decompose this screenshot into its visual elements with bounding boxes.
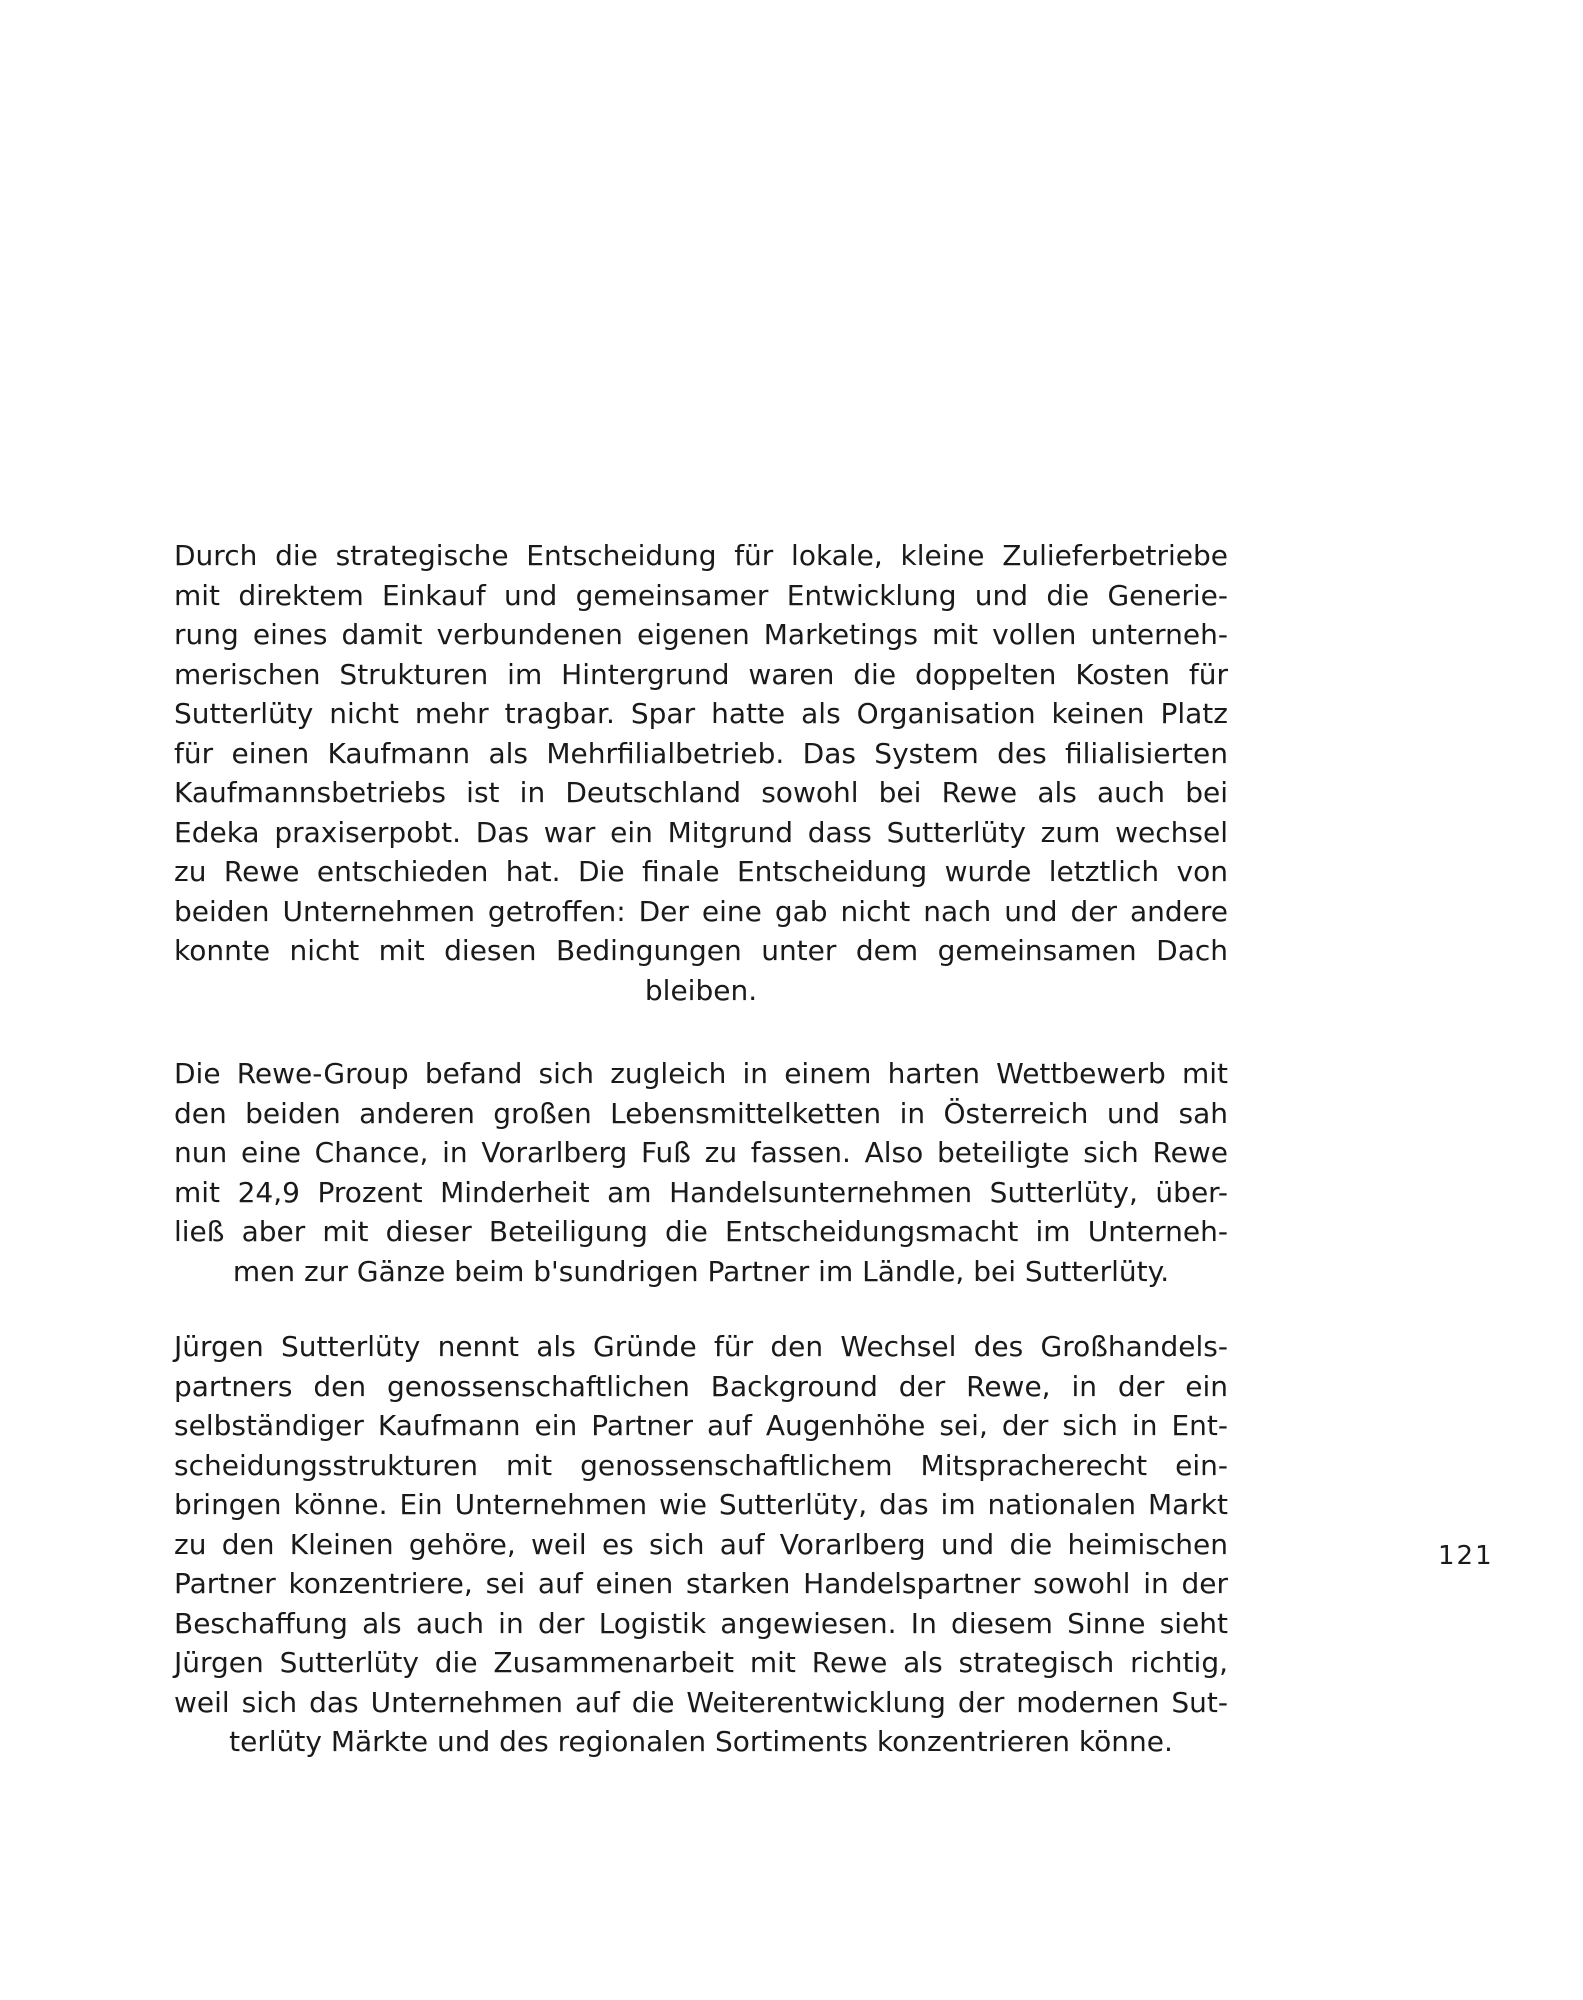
text-line: zu den Kleinen gehöre, weil es sich auf Vorarlberg und die heimischen	[174, 1527, 1228, 1561]
text-line: Sutterlüty nicht mehr tragbar. Spar hatte als Organisation keinen Platz	[174, 697, 1228, 730]
text-line: merischen Strukturen im Hintergrund waren die doppelten Kosten für	[174, 657, 1228, 691]
text-line-last: men zur Gänze beim b'sundrigen Partner im Ländle, bei Sutterlüty.	[232, 1254, 1170, 1288]
text-line: zu Rewe entschieden hat. Die finale Entscheidung wurde letztlich von	[174, 855, 1228, 888]
text-line: Beschaffung als auch in der Logistik angewiesen. In diesem Sinne sieht	[174, 1606, 1228, 1640]
text-line: weil sich das Unternehmen auf die Weiterentwicklung der modernen Sut-	[174, 1685, 1228, 1719]
text-line: beiden Unternehmen getroffen: Der eine gab nicht nach und der andere	[174, 894, 1228, 928]
paragraph-1	[174, 536, 1228, 1010]
text-line: konnte nicht mit diesen Bedingungen unter dem gemeinsamen Dach	[174, 934, 1228, 967]
paragraph-3	[174, 1327, 1228, 1762]
paragraph-2	[174, 1054, 1228, 1291]
text-line: nun eine Chance, in Vorarlberg Fuß zu fassen. Also beteiligte sich Rewe	[174, 1136, 1228, 1169]
text-line: für einen Kaufmann als Mehrfilialbetrieb. Das System des filialisierten	[174, 736, 1228, 770]
text-line: mit direktem Einkauf und gemeinsamer Entwicklung und die Generie-	[174, 578, 1228, 612]
text-line: Edeka praxiserpobt. Das war ein Mitgrund dass Sutterlüty zum wechsel	[174, 815, 1228, 849]
text-line: ließ aber mit dieser Beteiligung die Entscheidungsmacht im Unterneh-	[174, 1215, 1228, 1248]
text-line: Durch die strategische Entscheidung für lokale, kleine Zulieferbetriebe	[174, 539, 1228, 572]
text-line: partners den genossenschaftlichen Background der Rewe, in der ein	[174, 1369, 1228, 1403]
text-line: Jürgen Sutterlüty nennt als Gründe für den Wechsel des Großhandels-	[174, 1330, 1228, 1363]
text-line: den beiden anderen großen Lebensmittelketten in Österreich und sah	[174, 1096, 1228, 1130]
text-line: Jürgen Sutterlüty die Zusammenarbeit mit Rewe als strategisch richtig,	[174, 1646, 1228, 1679]
text-line: rung eines damit verbundenen eigenen Marketings mit vollen unterneh-	[174, 618, 1228, 651]
text-line-last: terlüty Märkte und des regionalen Sortiments konzentrieren könne.	[229, 1725, 1173, 1758]
text-line-last: bleiben.	[644, 973, 758, 1007]
text-line: Partner konzentriere, sei auf einen starken Handelspartner sowohl in der	[174, 1567, 1228, 1600]
page-number: 121	[1438, 1541, 1494, 1571]
text-line: bringen könne. Ein Unternehmen wie Sutterlüty, das im nationalen Markt	[174, 1488, 1228, 1521]
text-line: scheidungsstrukturen mit genossenschaftlichem Mitspracherecht ein-	[174, 1448, 1228, 1482]
text-line: Kaufmannsbetriebs ist in Deutschland sowohl bei Rewe als auch bei	[174, 776, 1228, 809]
text-line: Die Rewe-Group befand sich zugleich in einem harten Wettbewerb mit	[174, 1057, 1228, 1090]
text-line: selbständiger Kaufmann ein Partner auf Augenhöhe sei, der sich in Ent-	[174, 1409, 1228, 1442]
text-line: mit 24,9 Prozent Minderheit am Handelsunternehmen Sutterlüty, über-	[174, 1175, 1228, 1209]
